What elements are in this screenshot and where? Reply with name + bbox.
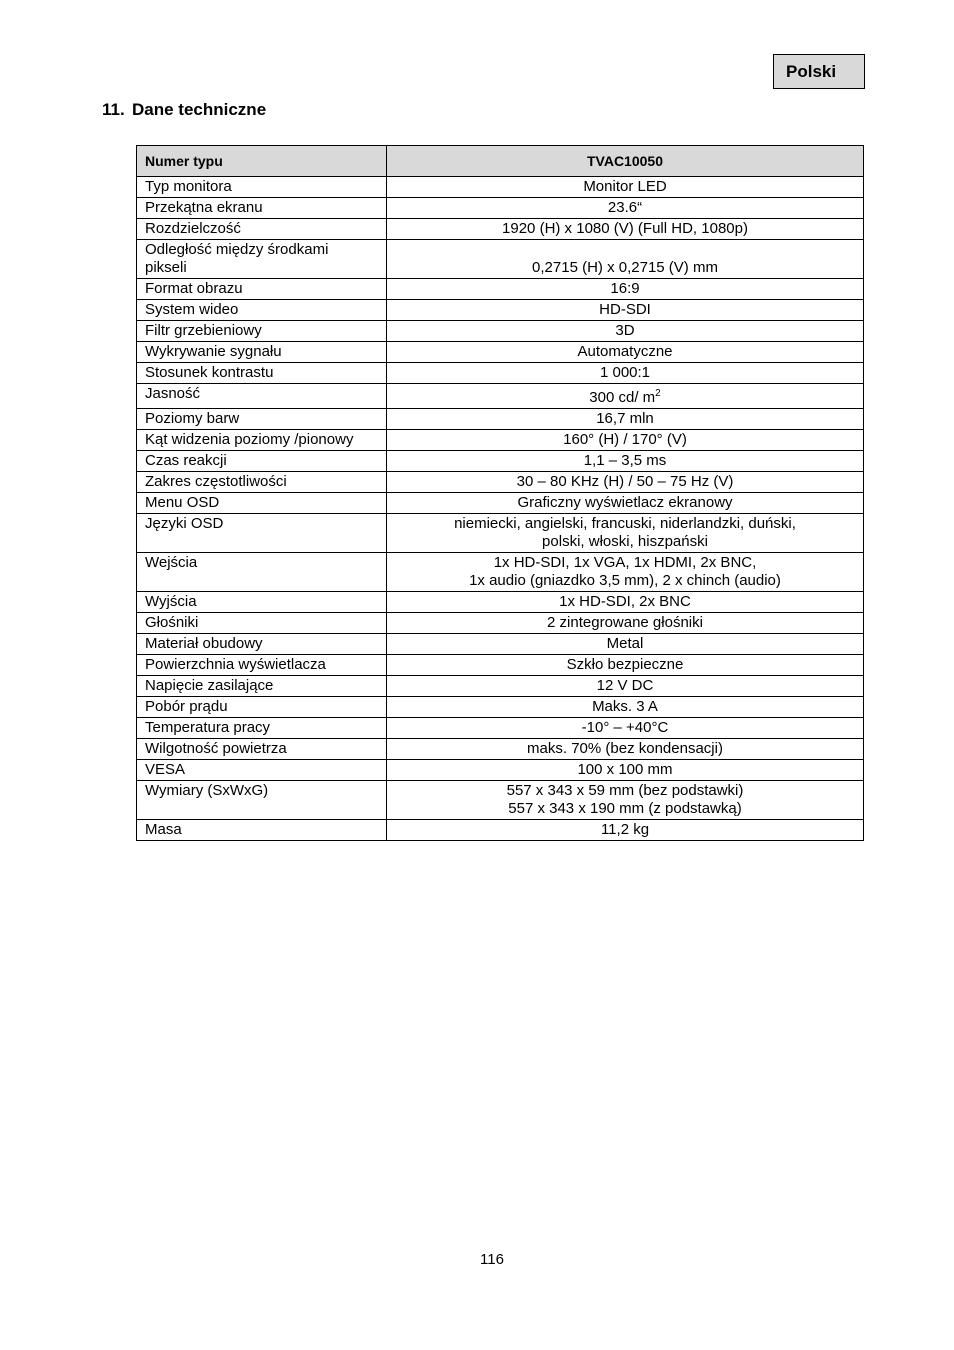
spec-value: Automatyczne	[387, 342, 864, 363]
spec-value: 1x HD-SDI, 2x BNC	[387, 592, 864, 613]
table-row	[137, 760, 864, 781]
spec-value-line: 557 x 343 x 190 mm (z podstawką)	[508, 800, 742, 817]
spec-value: 1 000:1	[387, 363, 864, 384]
spec-value: 30 – 80 KHz (H) / 50 – 75 Hz (V)	[387, 472, 864, 493]
spec-label: Głośniki	[137, 613, 387, 634]
spec-value: 1,1 – 3,5 ms	[387, 451, 864, 472]
spec-value	[387, 514, 864, 553]
spec-label	[137, 240, 387, 279]
spec-value: 16:9	[387, 279, 864, 300]
spec-value: 12 V DC	[387, 676, 864, 697]
spec-label: Czas reakcji	[137, 451, 387, 472]
table-row	[137, 363, 864, 384]
spec-value: HD-SDI	[387, 300, 864, 321]
spec-label: Wilgotność powietrza	[137, 739, 387, 760]
spec-label: Wymiary (SxWxG)	[137, 781, 387, 820]
spec-label: VESA	[137, 760, 387, 781]
spec-label: System wideo	[137, 300, 387, 321]
spec-label: Przekątna ekranu	[137, 198, 387, 219]
spec-value: 11,2 kg	[387, 820, 864, 841]
spec-label: Masa	[137, 820, 387, 841]
table-row	[137, 781, 864, 820]
spec-label: Format obrazu	[137, 279, 387, 300]
spec-label: Języki OSD	[137, 514, 387, 553]
spec-label: Temperatura pracy	[137, 718, 387, 739]
spec-label: Wyjścia	[137, 592, 387, 613]
spec-value-line: niemiecki, angielski, francuski, niderlandzki, duński,	[454, 515, 796, 532]
spec-label: Typ monitora	[137, 177, 387, 198]
table-row	[137, 384, 864, 409]
spec-value	[387, 781, 864, 820]
table-row	[137, 177, 864, 198]
language-badge: Polski	[773, 54, 865, 89]
spec-value: Metal	[387, 634, 864, 655]
spec-value-line: 1x HD-SDI, 1x VGA, 1x HDMI, 2x BNC,	[493, 554, 757, 571]
superscript: 2	[655, 388, 661, 399]
spec-label: Filtr grzebieniowy	[137, 321, 387, 342]
table-row	[137, 655, 864, 676]
spec-value: 100 x 100 mm	[387, 760, 864, 781]
table-row	[137, 739, 864, 760]
spec-value: 1920 (H) x 1080 (V) (Full HD, 1080p)	[387, 219, 864, 240]
table-row	[137, 472, 864, 493]
spec-value: maks. 70% (bez kondensacji)	[387, 739, 864, 760]
spec-label: Kąt widzenia poziomy /pionowy	[137, 430, 387, 451]
spec-label: Rozdzielczość	[137, 219, 387, 240]
table-row	[137, 279, 864, 300]
spec-label: Materiał obudowy	[137, 634, 387, 655]
spec-label: Wejścia	[137, 553, 387, 592]
spec-value: -10° – +40°C	[387, 718, 864, 739]
table-row	[137, 718, 864, 739]
table-row	[137, 240, 864, 279]
table-row	[137, 321, 864, 342]
spec-value: Monitor LED	[387, 177, 864, 198]
spec-value: 160° (H) / 170° (V)	[387, 430, 864, 451]
table-row	[137, 634, 864, 655]
spec-value: Graficzny wyświetlacz ekranowy	[387, 493, 864, 514]
table-row	[137, 409, 864, 430]
spec-value: 2 zintegrowane głośniki	[387, 613, 864, 634]
spec-label: Powierzchnia wyświetlacza	[137, 655, 387, 676]
spec-value-text: 300 cd/ m	[589, 389, 656, 406]
spec-label: Poziomy barw	[137, 409, 387, 430]
table-row	[137, 198, 864, 219]
table-row	[137, 493, 864, 514]
spec-value	[387, 384, 864, 409]
table-row	[137, 451, 864, 472]
table-row	[137, 300, 864, 321]
spec-value-line: 557 x 343 x 59 mm (bez podstawki)	[506, 782, 744, 799]
table-row	[137, 553, 864, 592]
spec-label-line: Odległość między środkami	[145, 241, 329, 258]
table-row	[137, 613, 864, 634]
spec-label: Pobór prądu	[137, 697, 387, 718]
table-row	[137, 342, 864, 363]
spec-label: Jasność	[137, 384, 387, 409]
section-heading	[102, 100, 266, 120]
table-row	[137, 592, 864, 613]
spec-value: Szkło bezpieczne	[387, 655, 864, 676]
page-number: 116	[480, 1251, 504, 1268]
table-row	[137, 514, 864, 553]
spec-value: 3D	[387, 321, 864, 342]
section-title: Dane techniczne	[132, 100, 267, 119]
spec-label: Napięcie zasilające	[137, 676, 387, 697]
technical-data-table	[136, 145, 864, 841]
spec-value: 23.6“	[387, 198, 864, 219]
spec-label-line: pikseli	[145, 259, 187, 276]
spec-value	[387, 553, 864, 592]
table-row	[137, 430, 864, 451]
spec-value: Maks. 3 A	[387, 697, 864, 718]
spec-label: Zakres częstotliwości	[137, 472, 387, 493]
header-value-cell: TVAC10050	[387, 146, 864, 177]
table-row	[137, 219, 864, 240]
table-row	[137, 676, 864, 697]
spec-label: Stosunek kontrastu	[137, 363, 387, 384]
table-row	[137, 697, 864, 718]
header-key-cell: Numer typu	[137, 146, 387, 177]
spec-value-line: 1x audio (gniazdko 3,5 mm), 2 x chinch (audio)	[469, 572, 781, 589]
spec-value: 0,2715 (H) x 0,2715 (V) mm	[387, 240, 864, 279]
spec-value: 16,7 mln	[387, 409, 864, 430]
spec-label: Menu OSD	[137, 493, 387, 514]
section-number: 11.	[102, 100, 125, 119]
table-header-row	[137, 146, 864, 177]
spec-label: Wykrywanie sygnału	[137, 342, 387, 363]
spec-value-line: polski, włoski, hiszpański	[542, 533, 708, 550]
table-row	[137, 820, 864, 841]
